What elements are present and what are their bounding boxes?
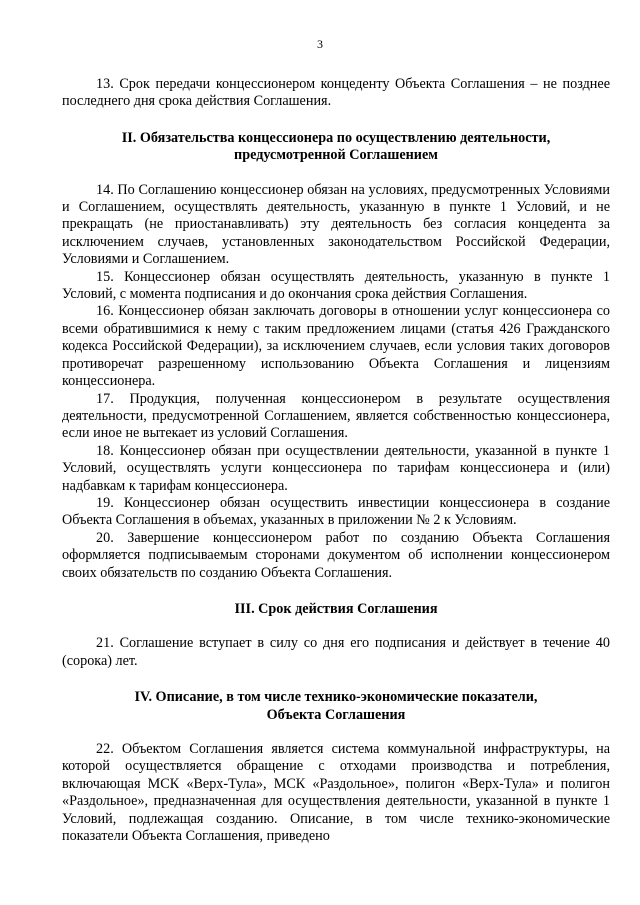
paragraph-22: 22. Объектом Соглашения является система коммунальной инфраструктуры, на которой осуществляется обращение с отходами производства и потребления, включающая МСК «Верх-Тула», МСК «Раздольное», полигон «Верх-Тула» и полигон «Раздольное», предназначенная для осуществления деятельности, указанной в пункте 1 Условий, подлежащая созданию. Описание, в том числе технико-экономические показатели Объекта Соглашения, приведено xyxy=(62,741,610,845)
paragraph-20: 20. Завершение концессионером работ по созданию Объекта Соглашения оформляется подписываемым сторонами документом об исполнении концессионером своих обязательств по созданию Объекта Соглашения. xyxy=(62,529,610,581)
paragraph-14: 14. По Соглашению концессионер обязан на условиях, предусмотренных Условиями и Соглашением, осуществлять деятельность, указанную в пункте 1 Условий, и не прекращать (не приостанавливать) эту деятельность без согласия концедента за исключением случаев, установленных законодательством Российской Федерации, Условиями и Соглашением. xyxy=(62,181,610,268)
section-title-4: IV. Описание, в том числе технико-экономические показатели, Объекта Соглашения xyxy=(134,689,538,723)
page-number: 3 xyxy=(317,37,323,51)
section-title-2: II. Обязательства концессионера по осуществлению деятельности, предусмотренной Соглашением xyxy=(121,129,551,164)
paragraph-18: 18. Концессионер обязан при осуществлении деятельности, указанной в пункте 1 Условий, осуществлять услуги концессионера по тарифам концессионера и (или) надбавкам к тарифам концессионера. xyxy=(62,442,610,494)
section-title-3: III. Срок действия Соглашения xyxy=(234,600,438,617)
paragraph-21: 21. Соглашение вступает в силу со дня его подписания и действует в течение 40 (сорока) лет. xyxy=(62,635,610,669)
document-body xyxy=(62,76,610,845)
paragraph-15: 15. Концессионер обязан осуществлять деятельность, указанную в пункте 1 Условий, с момента подписания и до окончания срока действия Соглашения. xyxy=(62,268,610,303)
paragraph-13: 13. Срок передачи концессионером концеденту Объекта Соглашения – не позднее последнего дня срока действия Соглашения. xyxy=(62,76,610,110)
paragraph-17: 17. Продукция, полученная концессионером в результате осуществления деятельности, предусмотренной Соглашением, является собственностью концессионера, если иное не вытекает из условий Соглашения. xyxy=(62,390,610,442)
paragraph-16: 16. Концессионер обязан заключать договоры в отношении услуг концессионера со всеми обратившимися к нему с таким предложением лицами (статья 426 Гражданского кодекса Российской Федерации), за исключением случаев, если условия таких договоров противоречат разрешенному использованию Объекта Соглашения и лицензиям концессионера. xyxy=(62,303,610,390)
paragraph-19: 19. Концессионер обязан осуществить инвестиции концессионера в создание Объекта Соглашения в объемах, указанных в приложении № 2 к Условиям. xyxy=(62,494,610,529)
